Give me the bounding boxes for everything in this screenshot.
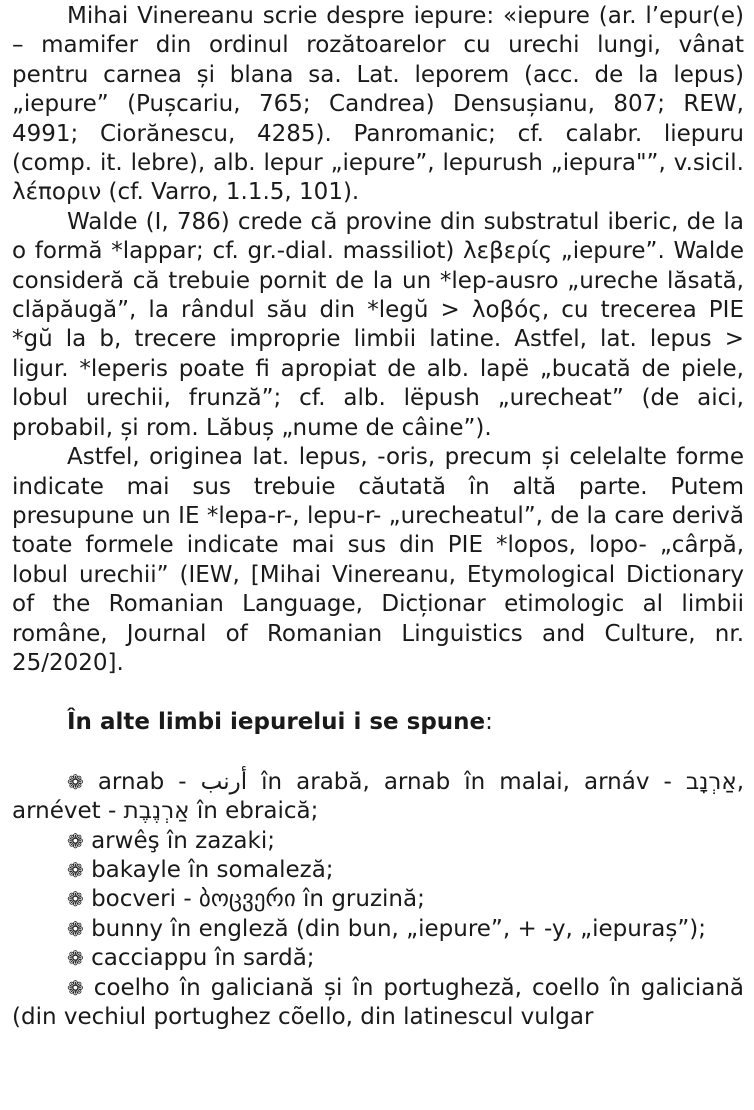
list-item-text: cacciappu în sardă; — [91, 945, 315, 972]
flower-bullet-icon: ❁ — [67, 975, 84, 1000]
list-item-text: bocveri - ბოცვერი în gruzină; — [91, 886, 425, 913]
list-item — [12, 974, 744, 1033]
list-item — [12, 856, 744, 885]
section-heading-colon: : — [485, 709, 493, 736]
list-item — [12, 915, 744, 944]
section-heading-text: În alte limbi iepurelui i se spune — [67, 709, 486, 736]
list-item — [12, 944, 744, 973]
list-item-text: coelho în galiciană și în portugheză, coello în galiciană (din vechiul portughez cõello, din latinescul vulgar — [12, 974, 745, 1030]
flower-bullet-icon: ❁ — [67, 916, 84, 941]
flower-bullet-icon: ❁ — [67, 769, 84, 794]
flower-bullet-icon: ❁ — [67, 887, 84, 912]
paragraph-2: Walde (I, 786) crede că provine din substratul iberic, de la o formă *lappar; cf. gr.-dial. massiliot) λεβερίς „iepure”. Walde consideră că trebuie pornit de la un *lep-ausro „ureche lăsată, clăpăugă”, la rândul său din *legŭ > λοβός, cu trecerea PIE *gŭ la b, trecere improprie limbii latine. Astfel, lat. lepus > ligur. *leperis poate fi apropiat de alb. lapë „bucată de piele, lobul urechii, frunză”; cf. alb. lëpush „urecheat” (de aici, probabil, și rom. Lăbuș „nume de câine”). — [12, 208, 744, 441]
list-item-text: arnab - أرنب în arabă, arnab în malai, arnáv - אַרְנָב, arnévet - אַרְנֶבֶת în ebraică; — [12, 768, 745, 825]
list-item-text: bunny în engleză (din bun, „iepure”, + -y, „iepuraș”); — [91, 915, 706, 942]
spacer — [12, 738, 744, 768]
flower-bullet-icon: ❁ — [67, 857, 84, 882]
list-item-text: arwêş în zazaki; — [91, 827, 275, 854]
paragraph-1: Mihai Vinereanu scrie despre iepure: «iepure (ar. l’epur(e) – mamifer din ordinul rozătoarelor cu urechi lungi, vânat pentru carnea și blana sa. Lat. leporem (acc. de la lepus) „iepure” (Pușcariu, 765; Candrea) Densușianu, 807; REW, 4991; Ciorănescu, 4285). Panromanic; cf. calabr. liepuru (comp. it. lebre), alb. lepur „iepure”, lepurush „iepura"”, v.sicil. λέποριν (cf. Varro, 1.1.5, 101). — [12, 3, 744, 206]
section-heading — [12, 708, 744, 737]
paragraph-3: Astfel, originea lat. lepus, -oris, precum și celelalte forme indicate mai sus trebuie căutată în altă parte. Putem presupune un IE *lepa-r-, lepu-r- „urecheatul”, de la care derivă toate formele indicate mai sus din PIE *lopos, lopo- „cârpă, lobul urechii” (IEW, [Mihai Vinereanu, Etymological Dictionary of the Romanian Language, Dicționar etimologic al limbii române, Journal of Romanian Linguistics and Culture, nr. 25/2020]. — [12, 444, 744, 676]
flower-bullet-icon: ❁ — [67, 828, 84, 853]
list-item — [12, 768, 744, 827]
spacer — [12, 678, 744, 708]
list-item — [12, 885, 744, 914]
list-item-text: bakayle în somaleză; — [91, 856, 334, 883]
flower-bullet-icon: ❁ — [67, 946, 84, 971]
list-item — [12, 827, 744, 856]
